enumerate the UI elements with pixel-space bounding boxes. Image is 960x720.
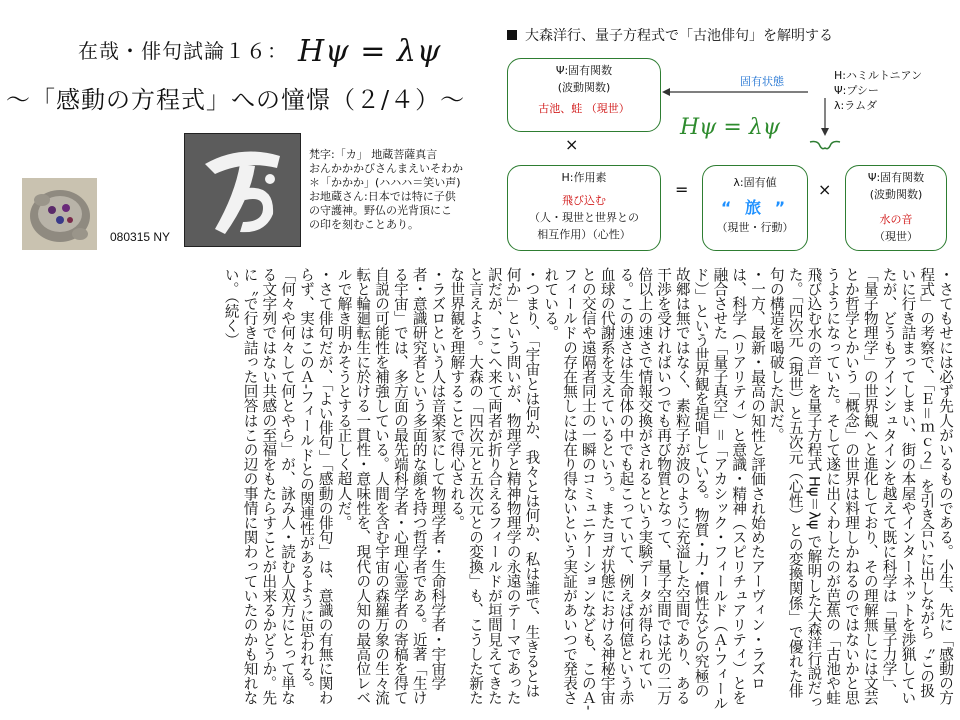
box-line: Ψ:固有関数	[555, 64, 613, 77]
ring-photo	[22, 178, 97, 250]
page-subtitle: ～「感動の方程式」への憧憬（２/４）～	[6, 86, 466, 114]
equals-symbol: =	[675, 180, 689, 199]
diagram-equation: Hψ = λψ	[680, 115, 781, 140]
diagram-title-text: 大森洋行、量子方程式で「古池俳句」を解明する	[525, 28, 833, 44]
box-operator	[507, 165, 661, 251]
note-line: ＊「かかか」(ハハハ＝笑い声)	[309, 176, 461, 189]
diagram-title	[507, 25, 833, 45]
box-line: 古池、蛙 （現世）	[538, 102, 630, 115]
article-body: ・さてもせには必ず先人がいるものである。小生、先に「感動の方程式」の考察で、「Ｅ＝ｍｃ２」を引き合いに出しながら〝この扱いに行き詰まってしまい、街の本屋やインターネットを渉猟していたが、どうもアインシュタインを越えて既に科学は「量子力学」、「量子物理学」の世界観へと進化しており、その理解無しには文芸とか哲学とかいう「概念」の世界は料理しかねるのではないかと思うようになっていた。そして遂に出くわしたのが芭蕉の「古池や蛙飛び込む水の音」を量子方程式 Hψ＝λψ で解明した大森洋行説だった。「四次元（現世）と五次元（心性）との変換関係」で優れた俳句の構造を喝破した訳だ。 ・一方、最新・最高の知性と評価され始めたアーヴィン・ラズロは、科学（リアリティ）と意識・精神（スピリチュアリティ）とを融合させた「量子真空」＝「アカシック・フィールド（Ａ-フィールド）」という世界観を提唱している。物質・力・慣性などの究極の故郷は無ではなく、素粒子が波のように充溢した空間であり、ある干渉を受ければいつでも再び物質となって、量子空間では光の二万倍以上の速さで情報交換がされるという実験データが得られている。この速さは生命体の中でも起こっていて、例えば何億という赤血球の代謝系を支えているという。またヨガ状態における神秘宇宙との交信や遠隔者同士の一瞬のコミュニケーションなども、このＡ-フィールドの存在無しには在り得ないという実証があいつで発表されている。 ・つまり、「宇宙とは何か、我々とは何か、私は誰で、生きるとは何か」という問いが、物理学と精神物理学の永遠のテーマであった訳だが、ここへ来て両者が折り合えるフィールドが垣間見えてきたと言えよう。大森の「四次元と五次元との変換」も、こうした新たな世界観を理解することで得心される。 ・ラズロという人は音楽家にして物理学者・生命科学者・宇宙学者・意識研究者という多面的な顔を持つ哲学者である。近著「生ける宇宙」では、多方面の最先端科学者・心理心霊学者の寄稿を得て自説の可能性を補強している。人間を含む宇宙の森羅万象の生々流転と輪廻転生に於ける一貫性・意味性を、現代の人知の最高位レベルで解き明かそうとする正しく超人だ。 ・さて俳句だが、「よい俳句」「感動の俳句」は、意識の有無に関わらず、実はこのＡ-フィールドとの関連性があるように思われる。「何々や何々して何とやら」が、詠み人・読む人双方にとって単なる文字列ではない共感の至福をもたらすことが出来るかどうか。先に〝で行き詰った回答はこの辺の事情に関わっていたのかも知れない。（続く）	[222, 267, 954, 711]
legend-item: H:ハミルトニアン	[834, 69, 923, 82]
note-line: お地蔵さん:日本では特に子供	[309, 190, 456, 203]
box-line: （人・現世と世界との	[529, 211, 639, 224]
square-bullet-icon	[507, 30, 517, 40]
box-line: 水の音	[879, 213, 913, 226]
box-line: λ:固有値	[733, 176, 777, 189]
box-eigenfunction-top	[507, 58, 661, 132]
box-line: H:作用素	[561, 171, 607, 184]
box-line: 飛び込む	[562, 194, 606, 207]
box-line: 相互作用）（心性）	[537, 228, 631, 241]
box-line: Ψ:固有関数	[867, 171, 925, 184]
symbol-legend	[834, 68, 922, 113]
times-symbol: ×	[565, 135, 579, 154]
note-line: の印を刻むことあり。	[309, 218, 419, 231]
note-line: 梵字:「カ」 地蔵菩薩真言	[309, 148, 438, 161]
box-line: （現世）	[874, 230, 918, 243]
page-title	[78, 34, 441, 69]
legend-item: λ:ラムダ	[834, 99, 878, 112]
box-eigenfunction-right	[845, 165, 947, 251]
box-line: (波動関数)	[557, 81, 611, 94]
legend-item: Ψ:プシー	[834, 84, 879, 97]
title-prefix: 在哉・俳句試論１６：	[78, 39, 288, 63]
box-line: (波動関数)	[869, 188, 923, 201]
times-symbol-2: ×	[818, 180, 832, 199]
title-equation: Hψ = λψ	[298, 34, 442, 69]
box-line: “ 旅 ”	[720, 198, 790, 217]
note-line: の守護神。野仏の光背頂にこ	[309, 204, 452, 217]
box-line: （現世・行動）	[716, 221, 794, 234]
sanskrit-note	[309, 148, 479, 232]
box-eigenvalue	[702, 165, 808, 251]
note-line: おんかかかびさんまえいそわか	[309, 162, 463, 175]
sanskrit-ka-image	[184, 133, 301, 247]
photo-caption: 080315 NY	[110, 230, 171, 244]
eigen-state-label: 固有状態	[740, 75, 784, 88]
